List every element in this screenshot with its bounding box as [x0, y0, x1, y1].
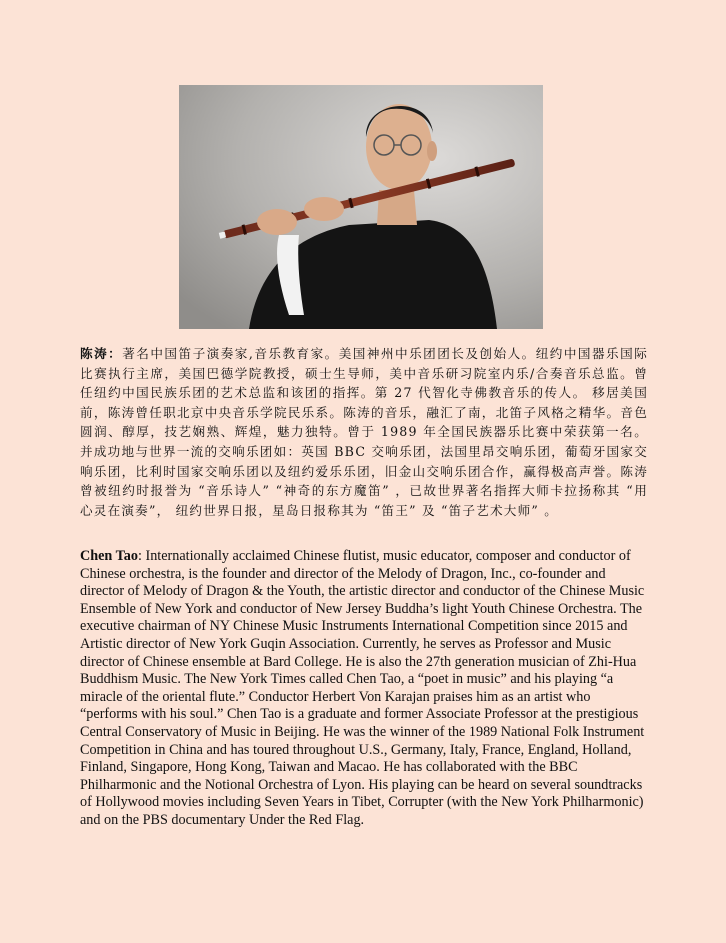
english-bio-name: Chen Tao [80, 548, 138, 564]
english-biography [80, 548, 648, 830]
portrait-photo [179, 85, 543, 329]
english-bio-separator: : [137, 548, 146, 564]
chinese-bio-text: 著名中国笛子演奏家,音乐教育家。美国神州中乐团团长及创始人。纽约中国器乐国际比赛执行主席，美国巴德学院教授，硕士生导师，美中音乐研习院室内乐/合奏音乐总监。曾任纽约中国民族乐团的艺术总监和该团的指挥。第 27 代智化寺佛教音乐的传人。 移居美国前，陈涛曾任职北京中央音乐学院民乐系。陈涛的音乐，融汇了南，北笛子风格之精华。音色圆润、醇厚，技艺娴熟、辉煌，魅力独特。曾于 1989 年全国民族器乐比赛中荣获第一名。并成功地与世界一流的交响乐团如：英国 BBC 交响乐团，法国里昂交响乐团，葡萄牙国家交响乐团，比利时国家交响乐团以及纽约爱乐乐团，旧金山交响乐团合作，赢得极高声誉。陈涛曾被纽约时报誉为 “音乐诗人” “神奇的东方魔笛” ，已故世界著名指挥大师卡拉扬称其 “用心灵在演奏”， 纽约世界日报，星岛日报称其为 “笛王” 及 “笛子艺术大师” 。 [80, 346, 648, 518]
english-bio-text: Internationally acclaimed Chinese flutist, music educator, composer and conductor of Chinese orchestra, is the founder and director of the Melody of Dragon, Inc., co-founder and director of Melody of Dragon & the Youth, the artistic director and conductor of the Chinese Music Ensemble of New York and conductor of New Jersey Buddha’s light Youth Chinese Orchestra. The executive chairman of NY Chinese Music Instruments International Competition since 2015 and Artistic director of New York Guqin Association. Currently, he serves as Professor and Music director of Chinese ensemble at Bard College. He is also the 27th generation musician of Zhi-Hua Buddhism Music. The New York Times called Chen Tao, a “poet in music” and his playing “a miracle of the oriental flute.” Conductor Herbert Von Karajan praises him as an artist who “performs with his soul.” Chen Tao is a graduate and former Associate Professor at the prestigious Central Conservatory of Music in Beijing. He was the winner of the 1989 National Folk Instrument Competition in China and has toured throughout U.S., Germany, Italy, France, England, Holland, Finland, Singapore, Hong Kong, Taiwan and Macao. He has collaborated with the BBC Philharmonic and the Notional Orchestra of Lyon. His playing can be heard on several soundtracks of Hollywood movies including Seven Years in Tibet, Corrupter (with the New York Philharmonic) and on the PBS documentary Under the Red Flag. [80, 548, 645, 828]
chinese-bio-name: 陈涛： [80, 346, 123, 361]
flutist-portrait-image [179, 85, 543, 329]
chinese-biography [80, 344, 648, 520]
